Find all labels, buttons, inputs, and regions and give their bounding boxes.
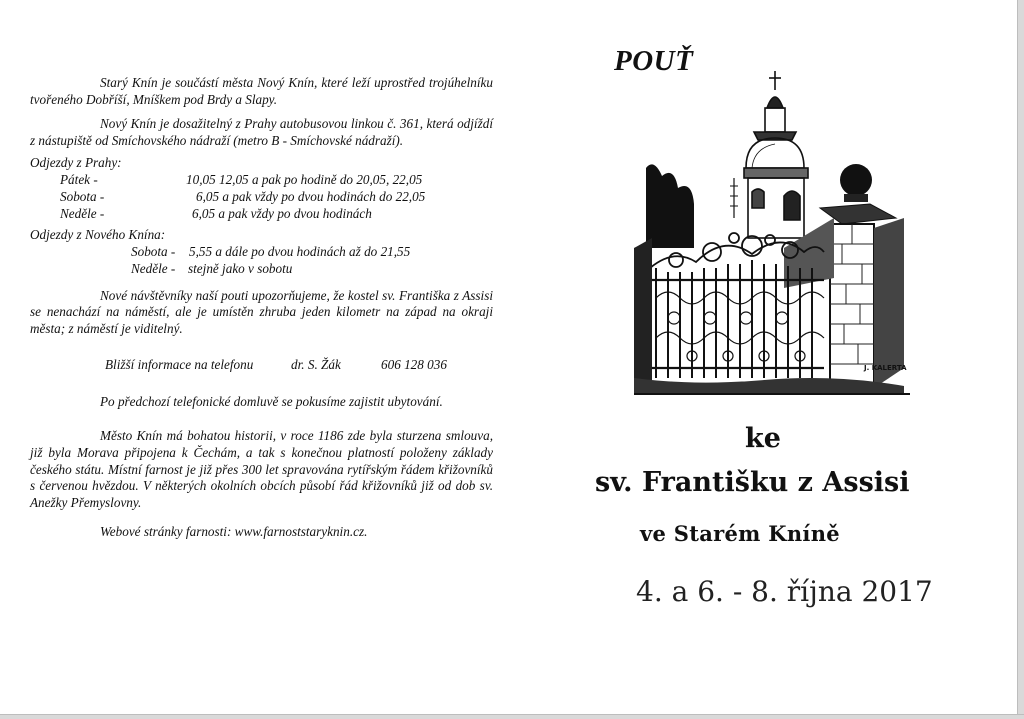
- intro-paragraph: Starý Knín je součástí města Nový Knín, které leží uprostřed trojúhelníku tvořeného Dobříší, Mníškem pod Brdy a Slapy.: [30, 75, 493, 107]
- left-column: [30, 75, 493, 541]
- place-name: ve Starém Kníně: [640, 521, 840, 546]
- visitors-note: Nové návštěvníky naší pouti upozorňujeme, že kostel sv. Františka z Assisi se nenachází na náměstí, ale je umístěn zhruba jeden kilometr na západ na okraji města; z náměstí je viditelný.: [30, 287, 493, 336]
- schedule-day: Sobota -: [131, 243, 176, 259]
- schedule-day: Pátek -: [60, 171, 98, 187]
- prague-departures-heading: Odjezdy z Prahy:: [30, 155, 122, 171]
- schedule-row: [30, 172, 493, 189]
- event-dates: 4. a 6. - 8. října 2017: [636, 575, 933, 608]
- church-gate-illustration: [634, 68, 910, 398]
- contact-phone: 606 128 036: [381, 357, 447, 373]
- page-edge-bottom: [0, 714, 1024, 719]
- schedule-times: 5,55 a dále po dvou hodinách až do 21,55: [189, 243, 411, 259]
- schedule-row: [30, 261, 493, 278]
- accommodation-line: [30, 394, 493, 411]
- accommodation-text: Po předchozí telefonické domluvě se pokusíme zajistit ubytování.: [100, 394, 443, 410]
- schedule-times: stejně jako v sobotu: [188, 260, 293, 276]
- contact-line: [30, 357, 493, 374]
- schedule-day: Sobota -: [60, 188, 105, 204]
- history-paragraph: Město Knín má bohatou historii, v roce 1186 zde byla sturzena smlouva, již byla Morava připojena k Čechám, a tak s konečnou platností položeny základy českého státu. Místní farnost je již přes 300 let spravována rytířským řádem křižovníků s červenou hvězdou. V některých okolních obcích působí řád křižovníků již od dob sv. Anežky Přemyslovny.: [30, 428, 493, 510]
- pilgrimage-title: POUŤ: [614, 45, 694, 77]
- schedule-row: [30, 206, 493, 223]
- illustration-signature: J. KALERTA: [864, 364, 907, 372]
- schedule-row: [30, 244, 493, 261]
- schedule-times: 10,05 12,05 a pak po hodině do 20,05, 22,05: [186, 171, 423, 187]
- access-paragraph: Nový Knín je dosažitelný z Prahy autobusovou linkou č. 361, která odjíždí z nástupiště od Smíchovského nádraží (metro B - Smíchovské nádraží).: [30, 116, 493, 148]
- website-text: Webové stránky farnosti: www.farnoststaryknin.cz.: [100, 524, 368, 540]
- schedule-row: [30, 189, 493, 206]
- knin-departures-heading: Odjezdy z Nového Knína:: [30, 226, 166, 242]
- schedule-day: Neděle -: [60, 205, 105, 221]
- page-edge: [1017, 0, 1024, 719]
- heading-ke: ke: [745, 423, 781, 454]
- saint-name: sv. Františku z Assisi: [595, 467, 910, 498]
- contact-person: dr. S. Žák: [291, 357, 341, 373]
- schedule-times: 6,05 a pak vždy po dvou hodinách: [192, 205, 372, 221]
- schedule-day: Neděle -: [131, 260, 176, 276]
- contact-label: Bližší informace na telefonu: [105, 357, 254, 373]
- schedule-times: 6,05 a pak vždy po dvou hodinách do 22,05: [196, 188, 426, 204]
- website-line: [30, 524, 493, 541]
